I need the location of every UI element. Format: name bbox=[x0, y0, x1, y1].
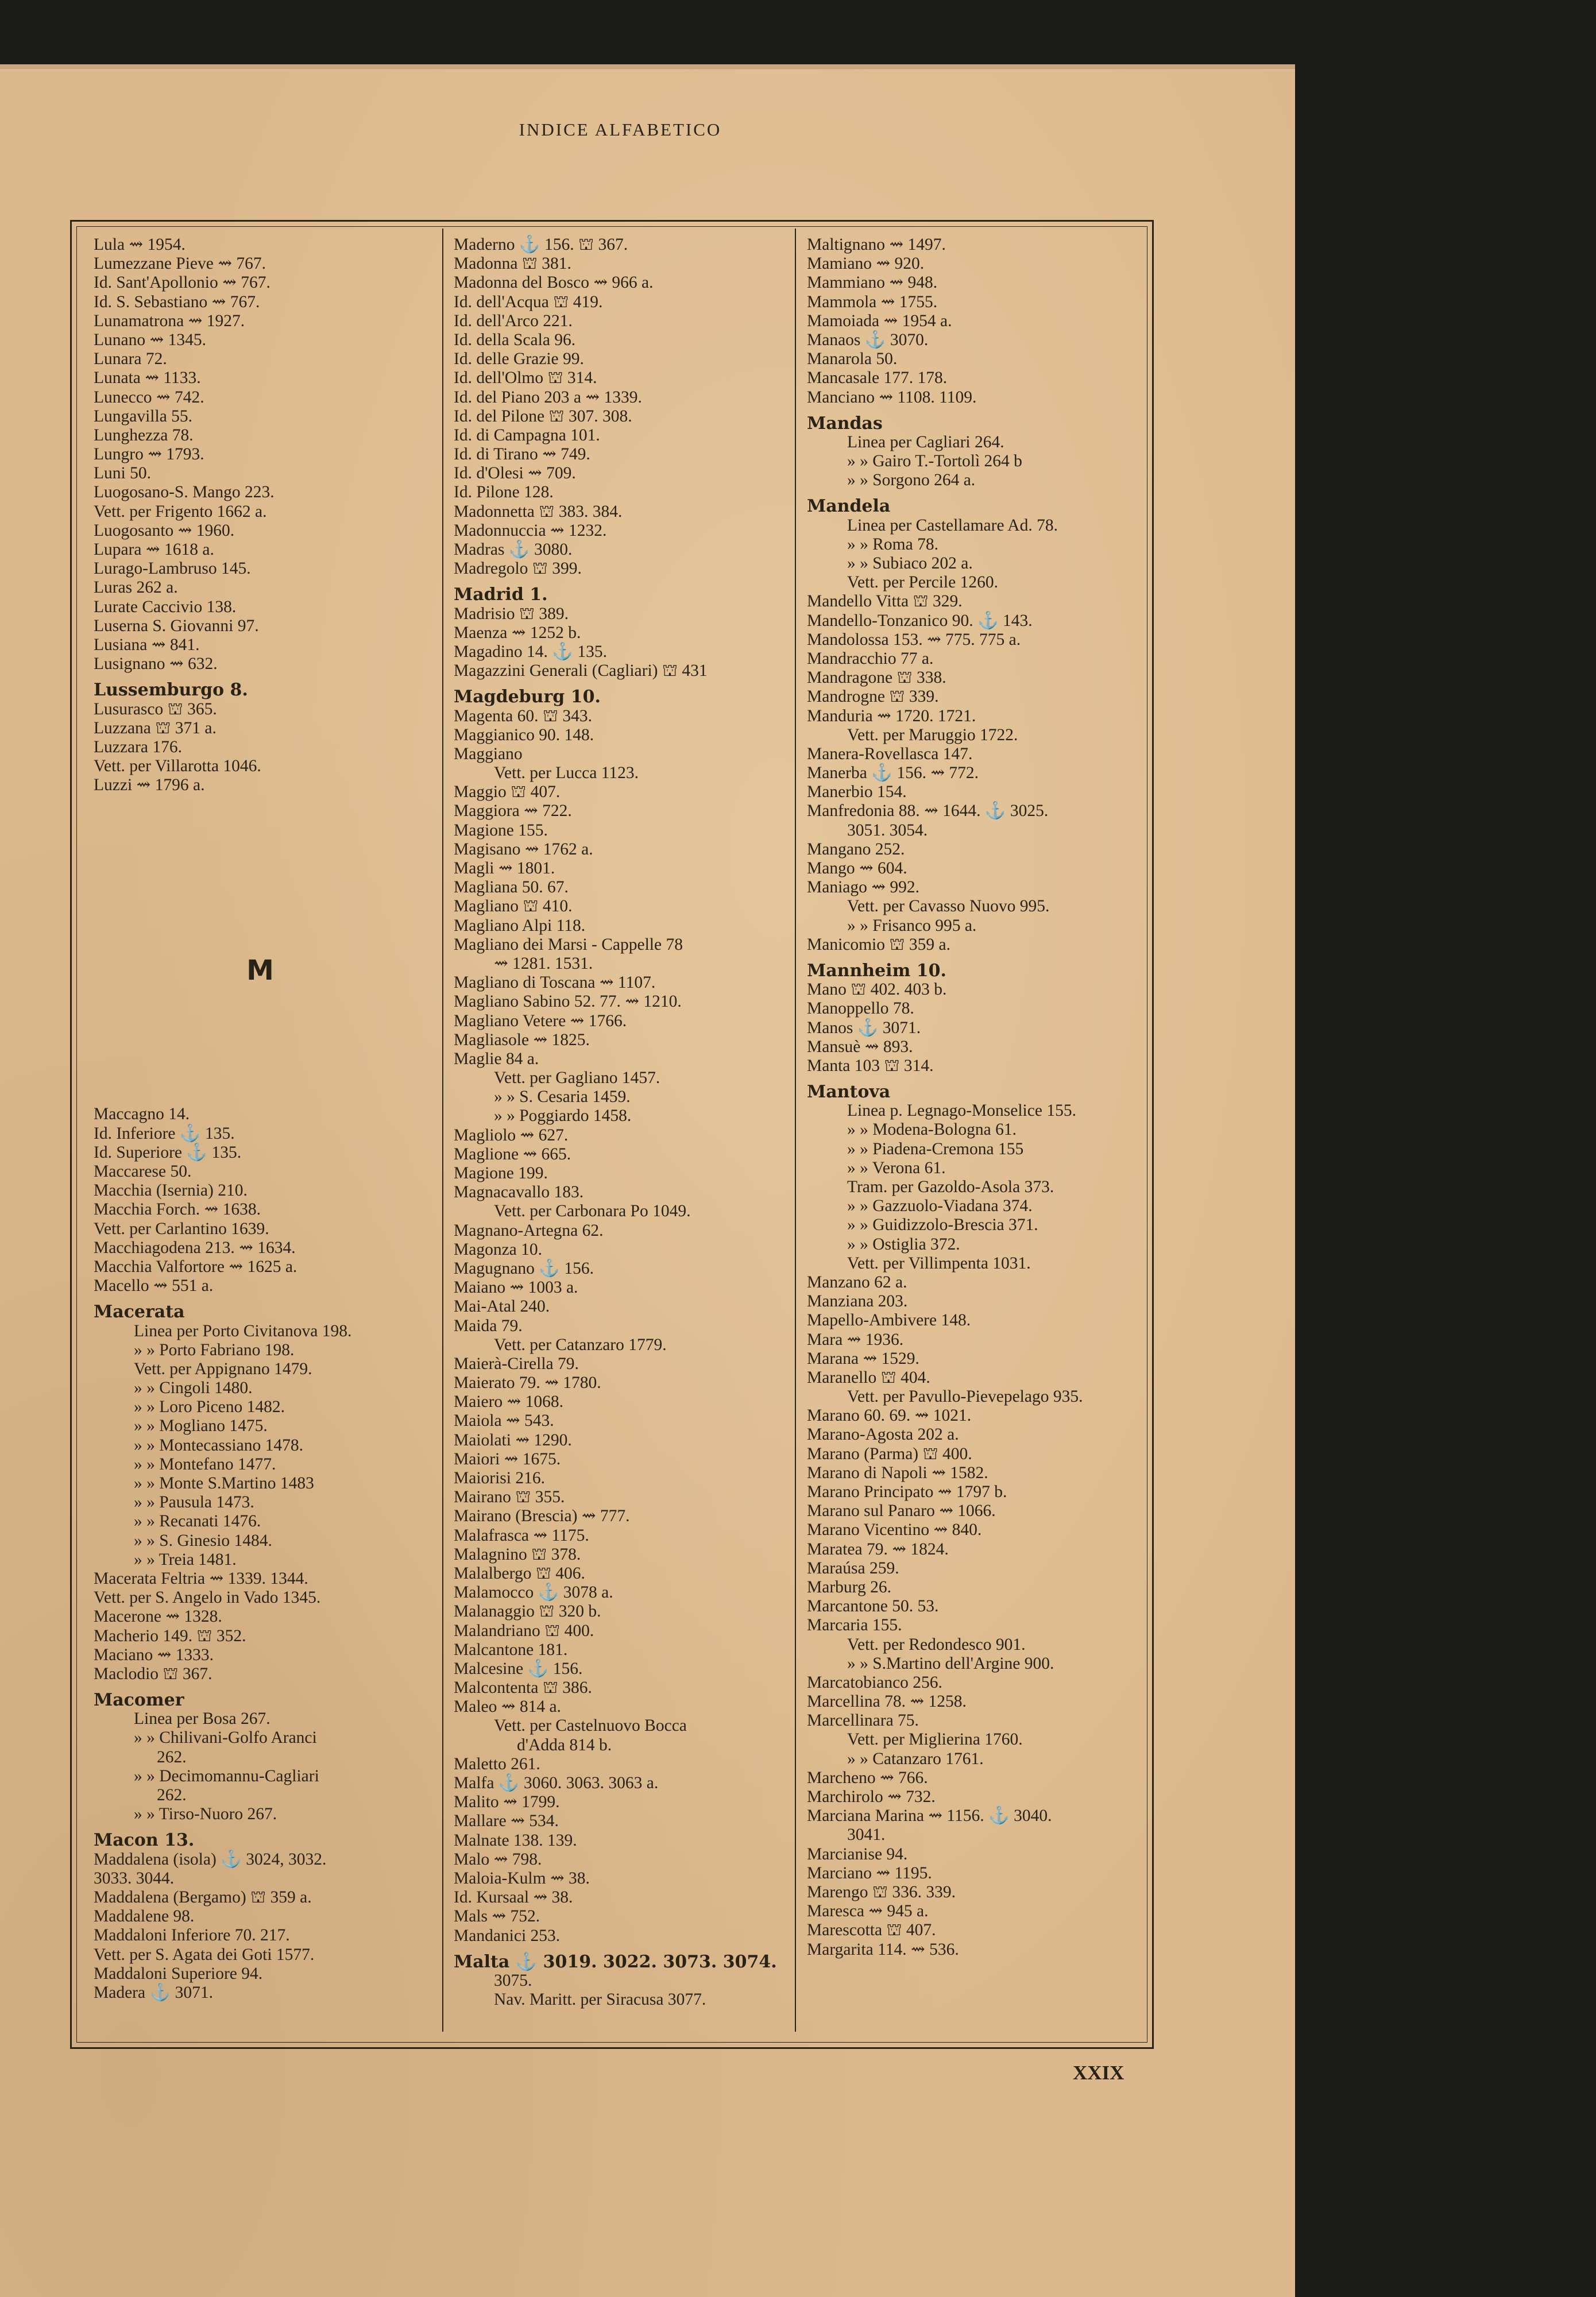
index-entry: Luras 262 a. bbox=[94, 578, 178, 597]
index-entry: Macchiagodena 213. ⇝ 1634. bbox=[94, 1238, 296, 1257]
index-entry: Manoppello 78. bbox=[807, 999, 914, 1018]
index-entry: Marano-Agosta 202 a. bbox=[807, 1425, 959, 1444]
index-entry: Manduria ⇝ 1720. 1721. bbox=[807, 706, 976, 725]
index-entry: » » S. Ginesio 1484. bbox=[134, 1531, 272, 1550]
index-entry: Maltignano ⇝ 1497. bbox=[807, 235, 946, 254]
index-heading: Lussemburgo 8. bbox=[94, 680, 248, 701]
index-entry: Magliano di Toscana ⇝ 1107. bbox=[454, 973, 656, 992]
column-rule bbox=[442, 229, 443, 2032]
index-entry: Maiero ⇝ 1068. bbox=[454, 1393, 564, 1412]
index-entry: Marcellina 78. ⇝ 1258. bbox=[807, 1692, 967, 1711]
index-entry: Maddalene 98. bbox=[94, 1907, 195, 1926]
index-entry: Id. S. Sebastiano ⇝ 767. bbox=[94, 292, 260, 311]
index-entry: Maiori ⇝ 1675. bbox=[454, 1449, 561, 1468]
index-entry: Nav. Maritt. per Siracusa 3077. bbox=[494, 1990, 706, 2009]
index-entry: Luzzana ⛫ 371 a. bbox=[94, 718, 217, 737]
index-entry: Maranello ⛫ 404. bbox=[807, 1368, 930, 1387]
index-entry: Marciana Marina ⇝ 1156. ⚓ 3040. bbox=[807, 1807, 1052, 1826]
index-heading: Magdeburg 10. bbox=[454, 687, 601, 707]
index-entry: Maddalena (Bergamo) ⛫ 359 a. bbox=[94, 1888, 312, 1907]
index-entry: Maciano ⇝ 1333. bbox=[94, 1645, 214, 1664]
index-entry: Marengo ⛫ 336. 339. bbox=[807, 1882, 956, 1901]
index-entry: Id. Pilone 128. bbox=[454, 483, 554, 502]
index-entry: » » Sorgono 264 a. bbox=[847, 471, 976, 490]
index-entry: » » Guidizzolo-Brescia 371. bbox=[847, 1216, 1038, 1235]
index-entry: Malcesine ⚓ 156. bbox=[454, 1659, 583, 1678]
index-entry: Mara ⇝ 1936. bbox=[807, 1330, 904, 1349]
index-column-1 bbox=[94, 235, 427, 2002]
index-entry: Magione 199. bbox=[454, 1164, 548, 1182]
index-entry: » » Montecassiano 1478. bbox=[134, 1436, 303, 1455]
index-entry: Magliasole ⇝ 1825. bbox=[454, 1030, 590, 1049]
index-heading: Macomer bbox=[94, 1690, 184, 1711]
index-entry: Macchia Forch. ⇝ 1638. bbox=[94, 1200, 261, 1219]
index-entry: Magisano ⇝ 1762 a. bbox=[454, 840, 593, 859]
index-entry: Maggiora ⇝ 722. bbox=[454, 802, 572, 821]
index-entry: Lurago-Lambruso 145. bbox=[94, 559, 251, 578]
index-entry: Mammiano ⇝ 948. bbox=[807, 273, 938, 292]
index-entry: Maglie 84 a. bbox=[454, 1049, 539, 1068]
index-entry: Marano 60. 69. ⇝ 1021. bbox=[807, 1406, 972, 1425]
index-entry: Id. dell'Arco 221. bbox=[454, 311, 573, 330]
index-heading: Malta ⚓ 3019. 3022. 3073. 3074. bbox=[454, 1951, 777, 1972]
index-entry: Madonnetta ⛫ 383. 384. bbox=[454, 502, 623, 521]
index-entry: Mamiano ⇝ 920. bbox=[807, 254, 925, 273]
index-entry: Manarola 50. bbox=[807, 350, 898, 369]
index-heading: Macerata bbox=[94, 1302, 185, 1322]
index-entry: Lungro ⇝ 1793. bbox=[94, 445, 204, 464]
page-number: XXIX bbox=[1073, 2062, 1124, 2084]
column-rule bbox=[795, 229, 796, 2032]
index-entry: Tram. per Gazoldo-Asola 373. bbox=[847, 1178, 1054, 1196]
index-entry: Manzano 62 a. bbox=[807, 1273, 907, 1291]
index-entry: Vett. per Redondesco 901. bbox=[847, 1635, 1026, 1654]
index-entry: Magenta 60. ⛫ 343. bbox=[454, 706, 592, 725]
index-entry: Marano Vicentino ⇝ 840. bbox=[807, 1521, 982, 1540]
index-entry: » » Loro Piceno 1482. bbox=[134, 1398, 285, 1417]
index-heading: Mannheim 10. bbox=[807, 960, 946, 981]
index-entry: Luogosano-S. Mango 223. bbox=[94, 483, 275, 502]
index-entry: Lusignano ⇝ 632. bbox=[94, 655, 218, 674]
index-entry: Marcaria 155. bbox=[807, 1616, 902, 1635]
index-entry: Macherio 149. ⛫ 352. bbox=[94, 1626, 246, 1645]
index-entry: Id. della Scala 96. bbox=[454, 330, 576, 349]
index-column-3 bbox=[807, 235, 1149, 1959]
index-entry: Madonna del Bosco ⇝ 966 a. bbox=[454, 273, 654, 292]
index-entry: Malafrasca ⇝ 1175. bbox=[454, 1526, 589, 1545]
index-entry: Magnacavallo 183. bbox=[454, 1183, 584, 1202]
index-entry: Magliano Sabino 52. 77. ⇝ 1210. bbox=[454, 992, 682, 1011]
index-entry: Maiorisi 216. bbox=[454, 1469, 545, 1487]
index-entry: Marburg 26. bbox=[807, 1577, 891, 1596]
index-entry: Mallare ⇝ 534. bbox=[454, 1812, 559, 1831]
index-entry: Manera-Rovellasca 147. bbox=[807, 744, 973, 763]
index-entry: Manicomio ⛫ 359 a. bbox=[807, 935, 950, 954]
index-entry: Linea per Porto Civitanova 198. bbox=[134, 1321, 352, 1340]
index-entry: Malnate 138. 139. bbox=[454, 1831, 577, 1850]
index-column-2 bbox=[454, 235, 784, 2009]
index-entry: Macerata Feltria ⇝ 1339. 1344. bbox=[94, 1569, 308, 1588]
index-entry: Magliana 50. 67. bbox=[454, 878, 569, 897]
index-entry: Marchirolo ⇝ 732. bbox=[807, 1788, 936, 1806]
index-entry: Mango ⇝ 604. bbox=[807, 859, 907, 877]
index-entry: » » Gairo T.-Tortolì 264 b bbox=[847, 452, 1022, 471]
index-entry: Lula ⇝ 1954. bbox=[94, 235, 186, 254]
index-entry: Mapello-Ambivere 148. bbox=[807, 1311, 971, 1330]
index-entry: Maclodio ⛫ 367. bbox=[94, 1664, 212, 1683]
index-entry: Maderno ⚓ 156. ⛫ 367. bbox=[454, 235, 628, 254]
index-entry: Mancasale 177. 178. bbox=[807, 369, 948, 388]
index-entry: Manziana 203. bbox=[807, 1292, 908, 1311]
index-entry: Linea per Cagliari 264. bbox=[847, 432, 1004, 451]
index-entry: Id. del Pilone ⛫ 307. 308. bbox=[454, 407, 632, 426]
index-entry: 262. bbox=[157, 1786, 187, 1804]
index-entry: Maggiano bbox=[454, 744, 523, 763]
index-entry: Magadino 14. ⚓ 135. bbox=[454, 642, 607, 661]
index-entry: Vett. per Carlantino 1639. bbox=[94, 1219, 269, 1238]
index-entry: Id. dell'Acqua ⛫ 419. bbox=[454, 292, 603, 311]
index-entry: Vett. per Appignano 1479. bbox=[134, 1359, 312, 1378]
index-entry: Malamocco ⚓ 3078 a. bbox=[454, 1583, 613, 1602]
index-entry: Maraúsa 259. bbox=[807, 1559, 899, 1577]
index-entry: Madras ⚓ 3080. bbox=[454, 540, 573, 559]
index-heading: Mandas bbox=[807, 413, 883, 434]
index-entry: Vett. per Castelnuovo Bocca bbox=[494, 1716, 687, 1735]
index-entry: Marescotta ⛫ 407. bbox=[807, 1921, 936, 1940]
index-entry: Marcantone 50. 53. bbox=[807, 1597, 939, 1616]
index-entry: Madrisio ⛫ 389. bbox=[454, 604, 569, 623]
index-entry: Marciano ⇝ 1195. bbox=[807, 1863, 932, 1882]
index-entry: Magliano Vetere ⇝ 1766. bbox=[454, 1011, 627, 1030]
index-entry: Mansuè ⇝ 893. bbox=[807, 1037, 913, 1056]
index-entry: Mandracchio 77 a. bbox=[807, 649, 934, 668]
index-entry: » » Gazzuolo-Viadana 374. bbox=[847, 1197, 1033, 1216]
index-entry: Id. dell'Olmo ⛫ 314. bbox=[454, 369, 597, 388]
index-entry: Vett. per Maruggio 1722. bbox=[847, 725, 1018, 744]
index-entry: Magliolo ⇝ 627. bbox=[454, 1126, 569, 1144]
index-entry: Id. del Piano 203 a ⇝ 1339. bbox=[454, 388, 642, 407]
index-entry: Maierato 79. ⇝ 1780. bbox=[454, 1374, 601, 1393]
index-entry: Madera ⚓ 3071. bbox=[94, 1983, 213, 2002]
index-entry: Id. Inferiore ⚓ 135. bbox=[94, 1124, 235, 1143]
index-entry: Mandrogne ⛫ 339. bbox=[807, 687, 939, 706]
index-entry: Vett. per S. Angelo in Vado 1345. bbox=[94, 1588, 321, 1607]
index-entry: Magliano ⛫ 410. bbox=[454, 897, 573, 916]
index-entry: Lunamatrona ⇝ 1927. bbox=[94, 311, 245, 330]
index-entry: Madonnuccia ⇝ 1232. bbox=[454, 521, 607, 540]
index-entry: » » Montefano 1477. bbox=[134, 1455, 276, 1474]
index-entry: Maierà-Cirella 79. bbox=[454, 1354, 579, 1373]
index-entry: Macerone ⇝ 1328. bbox=[94, 1607, 222, 1626]
index-entry: Luzzara 176. bbox=[94, 737, 182, 756]
index-entry: » » Modena-Bologna 61. bbox=[847, 1120, 1017, 1139]
index-entry: Mamoiada ⇝ 1954 a. bbox=[807, 311, 952, 330]
index-entry: Vett. per S. Agata dei Goti 1577. bbox=[94, 1945, 315, 1964]
index-entry: » » Piadena-Cremona 155 bbox=[847, 1139, 1024, 1158]
index-entry: Mammola ⇝ 1755. bbox=[807, 292, 938, 311]
index-entry: Magli ⇝ 1801. bbox=[454, 859, 555, 877]
index-heading: Madrid 1. bbox=[454, 585, 548, 605]
index-heading: Macon 13. bbox=[94, 1830, 195, 1851]
index-entry: Lumezzane Pieve ⇝ 767. bbox=[94, 254, 266, 273]
index-entry: Malito ⇝ 1799. bbox=[454, 1793, 560, 1812]
index-entry: Maenza ⇝ 1252 b. bbox=[454, 623, 581, 642]
index-entry: Maida 79. bbox=[454, 1316, 523, 1335]
index-entry: 3051. 3054. bbox=[847, 821, 928, 840]
index-entry: Magliano Alpi 118. bbox=[454, 916, 586, 935]
index-entry: Mandolossa 153. ⇝ 775. 775 a. bbox=[807, 630, 1021, 649]
index-entry: » » Porto Fabriano 198. bbox=[134, 1340, 295, 1359]
index-entry: Magazzini Generali (Cagliari) ⛫ 431 bbox=[454, 662, 708, 680]
index-entry: Lunghezza 78. bbox=[94, 426, 194, 444]
index-entry: Lunara 72. bbox=[94, 350, 167, 369]
index-entry: 262. bbox=[157, 1747, 187, 1766]
index-entry: Marcellinara 75. bbox=[807, 1711, 919, 1730]
index-entry: Maleo ⇝ 814 a. bbox=[454, 1697, 561, 1716]
index-entry: Marcatobianco 256. bbox=[807, 1673, 942, 1692]
index-entry: Luserna S. Giovanni 97. bbox=[94, 616, 259, 635]
index-entry: Manaos ⚓ 3070. bbox=[807, 330, 929, 349]
index-entry: Macchia (Isernia) 210. bbox=[94, 1181, 248, 1200]
index-entry: Malfa ⚓ 3060. 3063. 3063 a. bbox=[454, 1774, 659, 1792]
index-entry: Vett. per Villarotta 1046. bbox=[94, 757, 261, 776]
index-entry: Mandragone ⛫ 338. bbox=[807, 668, 946, 687]
index-entry: Manciano ⇝ 1108. 1109. bbox=[807, 388, 977, 407]
index-entry: Malcontenta ⛫ 386. bbox=[454, 1679, 592, 1697]
index-entry: Vett. per Percile 1260. bbox=[847, 573, 998, 592]
index-entry: Lurate Caccivio 138. bbox=[94, 597, 237, 616]
index-entry: Lusurasco ⛫ 365. bbox=[94, 699, 217, 718]
index-entry: Marcheno ⇝ 766. bbox=[807, 1768, 928, 1787]
index-entry: Macchia Valfortore ⇝ 1625 a. bbox=[94, 1257, 297, 1276]
index-entry: Malo ⇝ 798. bbox=[454, 1850, 542, 1869]
index-entry: » » Decimomannu-Cagliari bbox=[134, 1766, 319, 1785]
index-entry: Lungavilla 55. bbox=[94, 407, 193, 426]
index-entry: 3041. bbox=[847, 1826, 886, 1844]
index-entry: Madonna ⛫ 381. bbox=[454, 254, 571, 273]
index-entry: Id. Superiore ⚓ 135. bbox=[94, 1143, 242, 1162]
index-heading: Mandela bbox=[807, 496, 891, 517]
index-entry: Maccarese 50. bbox=[94, 1162, 192, 1181]
index-entry: » » Verona 61. bbox=[847, 1158, 946, 1177]
index-entry: Marano sul Panaro ⇝ 1066. bbox=[807, 1502, 996, 1521]
section-letter: M bbox=[246, 954, 274, 987]
index-entry: Luni 50. bbox=[94, 464, 151, 483]
index-entry: Malagnino ⛫ 378. bbox=[454, 1545, 581, 1564]
index-entry: Malandriano ⛫ 400. bbox=[454, 1621, 594, 1640]
index-entry: Malalbergo ⛫ 406. bbox=[454, 1564, 585, 1583]
index-entry: » » Cingoli 1480. bbox=[134, 1379, 253, 1398]
index-entry: Vett. per Carbonara Po 1049. bbox=[494, 1202, 691, 1221]
index-entry: Mano ⛫ 402. 403 b. bbox=[807, 980, 947, 999]
index-entry: » » Tirso-Nuoro 267. bbox=[134, 1805, 277, 1824]
index-entry: Manerba ⚓ 156. ⇝ 772. bbox=[807, 764, 979, 783]
index-entry: Mairano ⛫ 355. bbox=[454, 1488, 565, 1507]
index-entry: Maniago ⇝ 992. bbox=[807, 878, 919, 897]
index-entry: Id. d'Olesi ⇝ 709. bbox=[454, 464, 576, 483]
index-entry: Mai-Atal 240. bbox=[454, 1297, 550, 1316]
index-entry: Lunecco ⇝ 742. bbox=[94, 388, 204, 407]
index-entry: Magonza 10. bbox=[454, 1240, 543, 1259]
index-entry: Manta 103 ⛫ 314. bbox=[807, 1056, 934, 1075]
index-entry: Id. delle Grazie 99. bbox=[454, 350, 584, 369]
index-entry: Lusiana ⇝ 841. bbox=[94, 635, 200, 654]
index-entry: Lunata ⇝ 1133. bbox=[94, 369, 201, 388]
index-entry: » » Poggiardo 1458. bbox=[494, 1107, 632, 1126]
index-entry: Margarita 114. ⇝ 536. bbox=[807, 1940, 959, 1959]
index-entry: Maccagno 14. bbox=[94, 1105, 190, 1124]
index-entry: Magnano-Artegna 62. bbox=[454, 1221, 604, 1240]
index-entry: Magliano dei Marsi - Cappelle 78 bbox=[454, 935, 683, 954]
page-header: INDICE ALFABETICO bbox=[519, 119, 722, 140]
index-entry: Vett. per Villimpenta 1031. bbox=[847, 1254, 1031, 1273]
index-entry: Mangano 252. bbox=[807, 840, 905, 859]
index-entry: Id. di Campagna 101. bbox=[454, 426, 600, 444]
index-entry: » » S.Martino dell'Argine 900. bbox=[847, 1654, 1054, 1673]
index-entry: » » Subiaco 202 a. bbox=[847, 554, 973, 573]
index-entry: Mandello Vitta ⛫ 329. bbox=[807, 592, 963, 611]
index-entry: Maiolati ⇝ 1290. bbox=[454, 1430, 572, 1449]
index-entry: » » Monte S.Martino 1483 bbox=[134, 1474, 314, 1492]
index-entry: Marcianise 94. bbox=[807, 1844, 908, 1863]
index-entry: » » Treia 1481. bbox=[134, 1550, 237, 1569]
index-entry: Vett. per Pavullo-Pievepelago 935. bbox=[847, 1387, 1083, 1406]
index-entry: 3033. 3044. bbox=[94, 1869, 175, 1888]
index-entry: Maratea 79. ⇝ 1824. bbox=[807, 1540, 949, 1559]
index-entry: Maddaloni Superiore 94. bbox=[94, 1964, 263, 1983]
index-entry: » » Mogliano 1475. bbox=[134, 1417, 268, 1436]
index-entry: » » S. Cesaria 1459. bbox=[494, 1088, 631, 1107]
index-entry: Macello ⇝ 551 a. bbox=[94, 1277, 214, 1296]
index-entry: Vett. per Cavasso Nuovo 995. bbox=[847, 897, 1050, 916]
index-entry: Mairano (Brescia) ⇝ 777. bbox=[454, 1507, 630, 1526]
index-entry: Manerbio 154. bbox=[807, 783, 907, 802]
index-entry: » » Roma 78. bbox=[847, 535, 938, 554]
index-entry: » » Recanati 1476. bbox=[134, 1512, 261, 1531]
index-entry: Vett. per Lucca 1123. bbox=[494, 764, 639, 783]
index-entry: Manfredonia 88. ⇝ 1644. ⚓ 3025. bbox=[807, 802, 1049, 821]
index-entry: » » Frisanco 995 a. bbox=[847, 916, 977, 935]
index-entry: Id. Sant'Apollonio ⇝ 767. bbox=[94, 273, 270, 292]
index-entry: Malanaggio ⛫ 320 b. bbox=[454, 1602, 601, 1621]
index-entry: Maiano ⇝ 1003 a. bbox=[454, 1278, 578, 1297]
index-entry: Marano (Parma) ⛫ 400. bbox=[807, 1444, 972, 1463]
index-entry: Vett. per Miglierina 1760. bbox=[847, 1730, 1023, 1749]
index-entry: Id. di Tirano ⇝ 749. bbox=[454, 445, 590, 464]
index-entry: » » Catanzaro 1761. bbox=[847, 1749, 984, 1768]
index-entry: Marana ⇝ 1529. bbox=[807, 1349, 919, 1368]
index-entry: Mandanici 253. bbox=[454, 1926, 561, 1945]
index-entry: Maddaloni Inferiore 70. 217. bbox=[94, 1926, 290, 1945]
index-entry: Mandello-Tonzanico 90. ⚓ 143. bbox=[807, 611, 1033, 630]
index-entry: Linea p. Legnago-Monselice 155. bbox=[847, 1101, 1076, 1120]
index-entry: Luzzi ⇝ 1796 a. bbox=[94, 776, 205, 795]
index-entry: » » Pausula 1473. bbox=[134, 1493, 254, 1512]
index-entry: d'Adda 814 b. bbox=[517, 1735, 612, 1754]
index-entry: Lunano ⇝ 1345. bbox=[94, 330, 206, 349]
index-entry: Malcantone 181. bbox=[454, 1640, 568, 1659]
index-entry: Magugnano ⚓ 156. bbox=[454, 1259, 594, 1278]
index-entry: Marano di Napoli ⇝ 1582. bbox=[807, 1463, 988, 1482]
index-entry: Maglione ⇝ 665. bbox=[454, 1144, 571, 1163]
index-entry: Magione 155. bbox=[454, 821, 548, 840]
index-entry: Vett. per Frigento 1662 a. bbox=[94, 502, 267, 521]
index-entry: Maresca ⇝ 945 a. bbox=[807, 1902, 929, 1921]
index-entry: Vett. per Gagliano 1457. bbox=[494, 1069, 660, 1088]
index-heading: Mantova bbox=[807, 1082, 891, 1103]
index-entry: Maiola ⇝ 543. bbox=[454, 1412, 554, 1430]
index-entry: Linea per Bosa 267. bbox=[134, 1710, 270, 1728]
index-entry: Linea per Castellamare Ad. 78. bbox=[847, 516, 1058, 535]
index-entry: Mals ⇝ 752. bbox=[454, 1907, 540, 1926]
index-entry: Vett. per Catanzaro 1779. bbox=[494, 1335, 667, 1354]
index-entry: Maddalena (isola) ⚓ 3024, 3032. bbox=[94, 1850, 327, 1869]
index-entry: Luogosanto ⇝ 1960. bbox=[94, 521, 235, 540]
index-entry: » » Chilivani-Golfo Aranci bbox=[134, 1728, 317, 1747]
index-entry: Id. Kursaal ⇝ 38. bbox=[454, 1888, 573, 1907]
index-entry: Maggianico 90. 148. bbox=[454, 725, 594, 744]
index-entry: Maloia-Kulm ⇝ 38. bbox=[454, 1869, 590, 1888]
index-entry: Maggio ⛫ 407. bbox=[454, 783, 561, 802]
index-entry: Manos ⚓ 3071. bbox=[807, 1018, 921, 1037]
index-entry: Maletto 261. bbox=[454, 1754, 540, 1773]
index-entry: Lupara ⇝ 1618 a. bbox=[94, 540, 214, 559]
index-entry: 3075. bbox=[494, 1971, 532, 1990]
index-entry: Madregolo ⛫ 399. bbox=[454, 559, 582, 578]
index-entry: Marano Principato ⇝ 1797 b. bbox=[807, 1483, 1007, 1501]
index-entry: ⇝ 1281. 1531. bbox=[494, 954, 593, 973]
index-entry: » » Ostiglia 372. bbox=[847, 1235, 960, 1254]
